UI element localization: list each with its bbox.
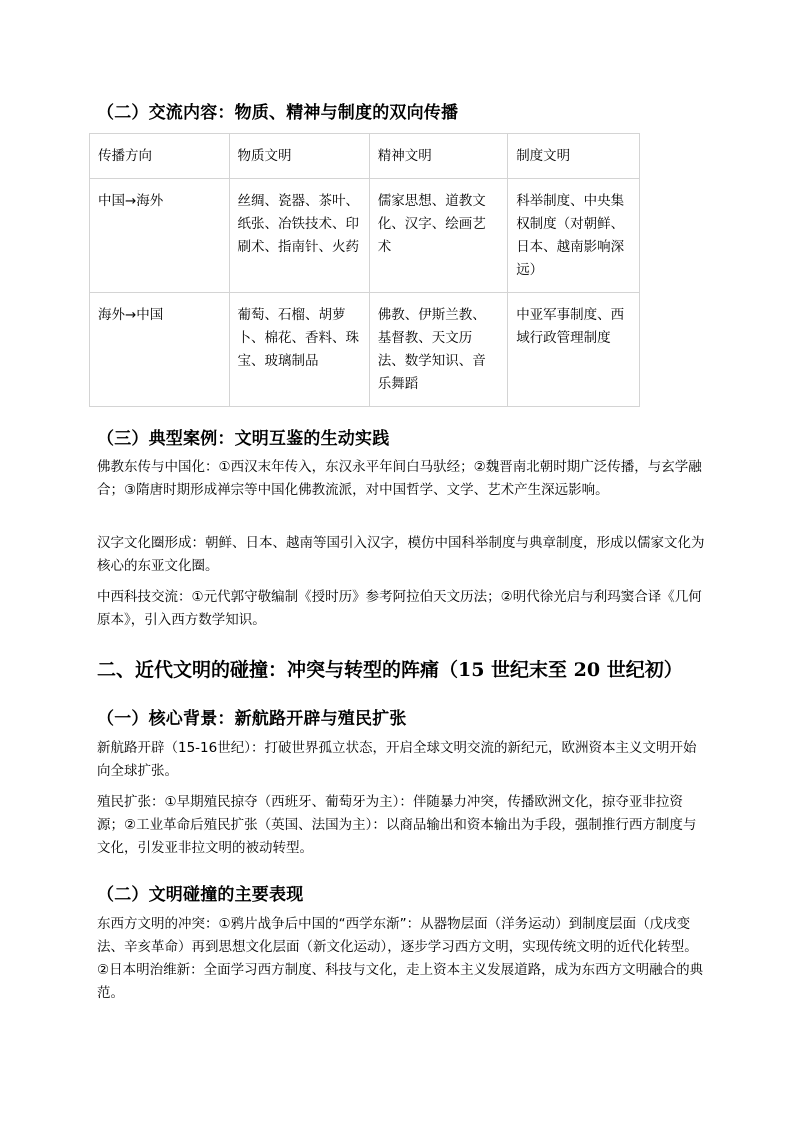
table-row [90, 293, 640, 407]
table-header-cell: 精神文明 [369, 134, 507, 179]
chapter-heading-modern-collision: 二、近代文明的碰撞：冲突与转型的阵痛（15 世纪末至 20 世纪初） [97, 659, 683, 681]
table-cell: 葡萄、石榴、胡萝卜、棉花、香料、珠宝、玻璃制品 [229, 293, 369, 407]
table-row [90, 179, 640, 293]
table-cell: 中国→海外 [90, 179, 230, 293]
paragraph-buddhism: 佛教东传与中国化：①西汉末年传入，东汉永平年间白马驮经；②魏晋南北朝时期广泛传播，与玄学融合；③隋唐时期形成禅宗等中国化佛教流派，对中国哲学、文学、艺术产生深远影响。 [97, 459, 702, 498]
table-header-cell: 物质文明 [229, 134, 369, 179]
section-heading-exchange-content: （二）交流内容：物质、精神与制度的双向传播 [97, 103, 459, 123]
table-cell: 佛教、伊斯兰教、基督教、天文历法、数学知识、音乐舞蹈 [369, 293, 507, 407]
table-cell: 丝绸、瓷器、茶叶、纸张、冶铁技术、印刷术、指南针、火药 [229, 179, 369, 293]
exchange-table [89, 133, 640, 407]
paragraph-sci-tech: 中西科技交流：①元代郭守敬编制《授时历》参考阿拉伯天文历法；②明代徐光启与利玛窦合译《几何原本》，引入西方数学知识。 [97, 589, 702, 628]
paragraph-new-routes: 新航路开辟（15-16世纪）：打破世界孤立状态，开启全球文明交流的新纪元，欧洲资本主义文明开始向全球扩张。 [97, 740, 697, 779]
table-cell: 儒家思想、道教文化、汉字、绘画艺术 [369, 179, 507, 293]
table-header-row [90, 134, 640, 179]
table-cell: 海外→中国 [90, 293, 230, 407]
section-heading-collision-forms: （二）文明碰撞的主要表现 [97, 885, 304, 905]
table-header-cell: 制度文明 [508, 134, 640, 179]
section-heading-typical-cases: （三）典型案例：文明互鉴的生动实践 [97, 429, 390, 449]
table-header-cell: 传播方向 [90, 134, 230, 179]
paragraph-sinosphere: 汉字文化圈形成：朝鲜、日本、越南等国引入汉字，模仿中国科举制度与典章制度，形成以儒家文化为核心的东亚文化圈。 [97, 535, 705, 574]
paragraph-east-west-conflict: 东西方文明的冲突：①鸦片战争后中国的“西学东渐”：从器物层面（洋务运动）到制度层面（戊戌变法、辛亥革命）再到思想文化层面（新文化运动），逐步学习西方文明，实现传统文明的近代化转型。②日本明治维新：全面学习西方制度、科技与文化，走上资本主义发展道路，成为东西方文明融合的典范。 [97, 916, 704, 1001]
table-cell: 中亚军事制度、西域行政管理制度 [508, 293, 640, 407]
section-heading-core-background: （一）核心背景：新航路开辟与殖民扩张 [97, 709, 407, 729]
table-cell: 科举制度、中央集权制度（对朝鲜、日本、越南影响深远） [508, 179, 640, 293]
paragraph-colonial-expansion: 殖民扩张：①早期殖民掠夺（西班牙、葡萄牙为主）：伴随暴力冲突，传播欧洲文化，掠夺亚非拉资源；②工业革命后殖民扩张（英国、法国为主）：以商品输出和资本输出为手段，强制推行西方制度与文化，引发亚非拉文明的被动转型。 [97, 794, 697, 856]
